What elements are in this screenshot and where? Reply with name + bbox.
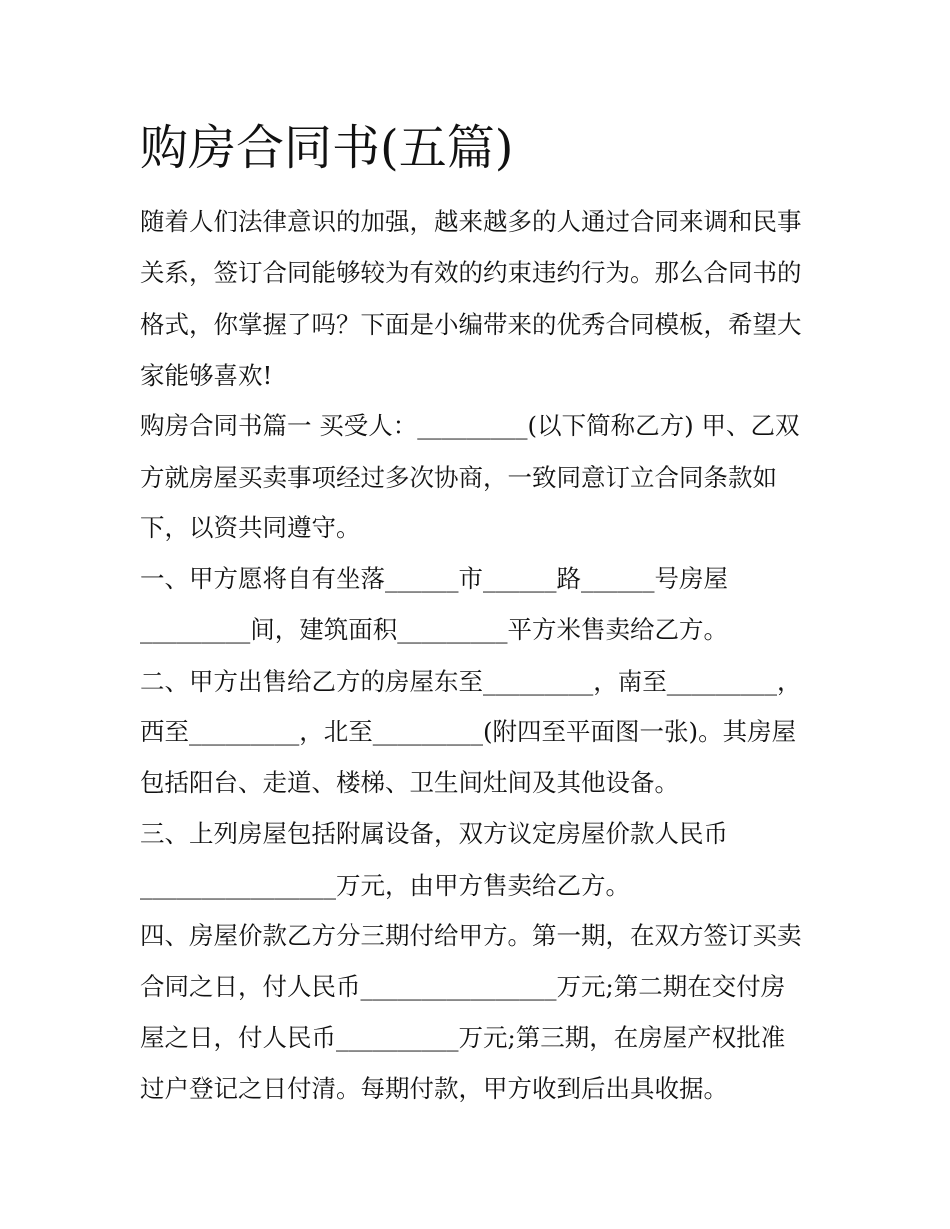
paragraph-line: 西至_________，北至_________(附四至平面图一张)。其房屋 bbox=[140, 717, 797, 746]
paragraph-line: 一、甲方愿将自有坐落______市______路______号房屋 bbox=[140, 564, 728, 593]
paragraph-line: 包括阳台、走道、楼梯、卫生间灶间及其他设备。 bbox=[140, 768, 679, 797]
paragraph-line: 购房合同书篇一 买受人：_________(以下简称乙方) 甲、乙双 bbox=[140, 411, 800, 440]
paragraph-line: ________________万元，由甲方售卖给乙方。 bbox=[140, 871, 630, 900]
paragraph-line: 格式，你掌握了吗？下面是小编带来的优秀合同模板，希望大 bbox=[140, 310, 802, 339]
paragraph-line: 屋之日，付人民币__________万元;第三期，在房屋产权批准 bbox=[140, 1023, 786, 1052]
paragraph-line: 过户登记之日付清。每期付款，甲方收到后出具收据。 bbox=[140, 1074, 728, 1103]
document-title: 购房合同书(五篇) bbox=[140, 120, 514, 176]
paragraph-line: 三、上列房屋包括附属设备，双方议定房屋价款人民币 bbox=[140, 819, 728, 848]
paragraph-line: 关系，签订合同能够较为有效的约束违约行为。那么合同书的 bbox=[140, 258, 802, 287]
paragraph-line: 家能够喜欢! bbox=[140, 361, 273, 390]
paragraph-line: 随着人们法律意识的加强，越来越多的人通过合同来调和民事 bbox=[140, 207, 802, 236]
paragraph-line: _________间，建筑面积_________平方米售卖给乙方。 bbox=[140, 615, 728, 644]
paragraph-line: 合同之日，付人民币________________万元;第二期在交付房 bbox=[140, 972, 786, 1001]
paragraph-line: 四、房屋价款乙方分三期付给甲方。第一期，在双方签订买卖 bbox=[140, 921, 802, 950]
paragraph-line: 二、甲方出售给乙方的房屋东至_________，南至_________， bbox=[140, 667, 802, 696]
paragraph-line: 方就房屋买卖事项经过多次协商，一致同意订立合同条款如 bbox=[140, 463, 777, 492]
paragraph-line: 下，以资共同遵守。 bbox=[140, 513, 361, 542]
